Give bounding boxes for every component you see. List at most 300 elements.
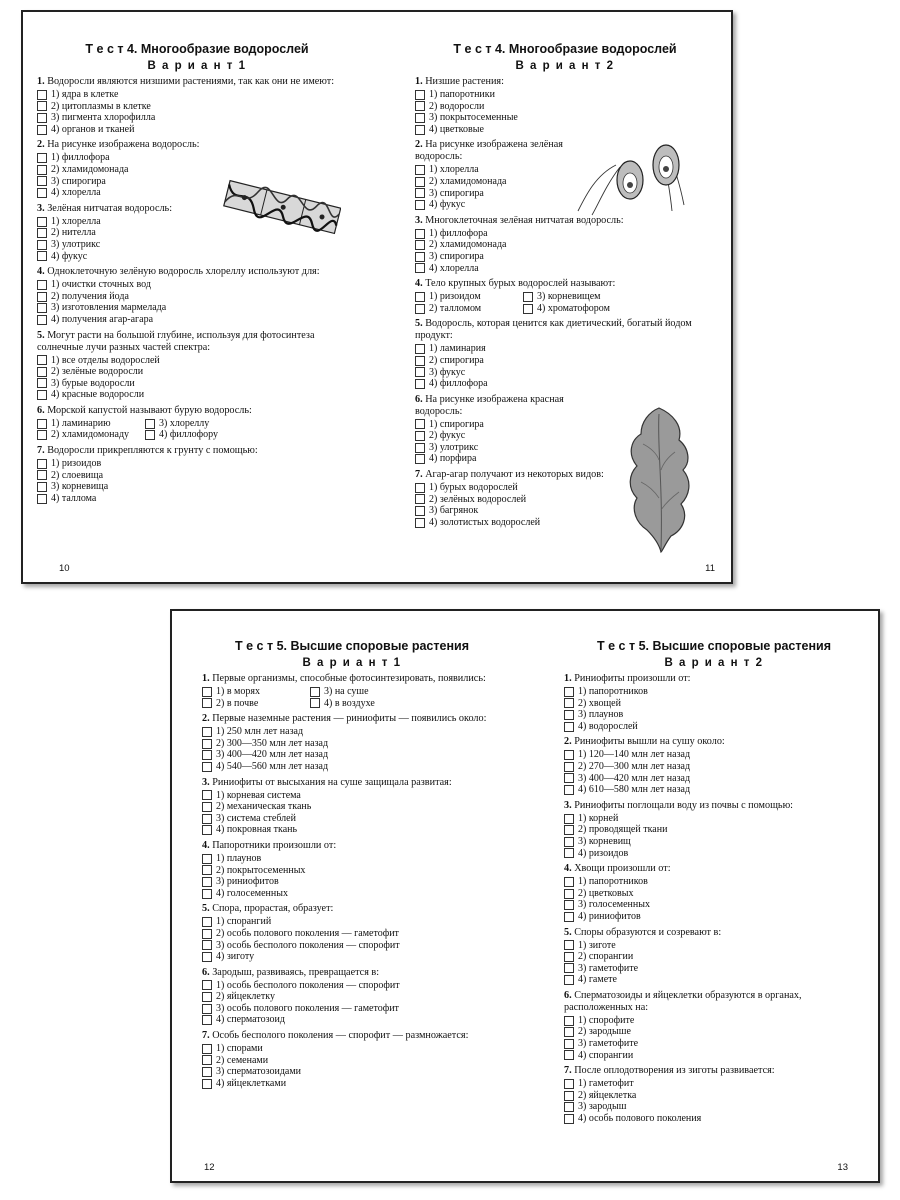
answer-option-label: 3) изготовления мармелада [51, 302, 167, 314]
question-label: Спора, прорастая, образует: [212, 903, 334, 915]
answer-option[interactable] [37, 152, 357, 164]
answer-option[interactable] [202, 876, 502, 888]
answer-checkbox[interactable] [37, 459, 47, 469]
answer-option[interactable] [202, 1055, 502, 1067]
answer-option-label: 1) особь бесполого поколения — спорофит [216, 979, 400, 991]
answer-option-label: 4) в воздухе [324, 697, 375, 709]
answer-option[interactable] [37, 89, 357, 101]
test-column [564, 639, 864, 1129]
answer-option-label: 1) ядра в клетке [51, 89, 119, 100]
answer-option[interactable] [564, 1015, 864, 1027]
question-number: 1. [37, 76, 45, 87]
answer-checkbox[interactable] [415, 379, 425, 389]
answer-checkbox[interactable] [37, 101, 47, 111]
answer-option[interactable] [37, 470, 357, 482]
answer-option[interactable] [202, 824, 502, 836]
answer-option-label: 4) сперматозоид [216, 1014, 285, 1026]
answer-checkbox[interactable] [202, 1015, 212, 1025]
answer-option[interactable] [564, 784, 864, 796]
answer-option-label: 4) зиготу [216, 951, 255, 963]
answer-option[interactable] [202, 726, 502, 738]
answer-checkbox[interactable] [415, 506, 425, 516]
answer-option[interactable] [415, 291, 517, 303]
answer-checkbox[interactable] [37, 315, 47, 325]
answer-checkbox[interactable] [415, 494, 425, 504]
question-block [564, 863, 864, 922]
page-11 [379, 12, 733, 582]
answer-option[interactable] [415, 89, 715, 101]
question-label: Риниофиты произошли от: [574, 673, 691, 684]
answer-option[interactable] [202, 865, 502, 877]
answer-checkbox[interactable] [202, 865, 212, 875]
answer-checkbox[interactable] [564, 814, 574, 824]
answer-checkbox[interactable] [37, 188, 47, 198]
answer-checkbox[interactable] [415, 177, 425, 187]
answer-option[interactable] [564, 749, 864, 761]
answer-checkbox[interactable] [202, 917, 212, 927]
answer-checkbox[interactable] [37, 367, 47, 377]
answer-checkbox[interactable] [415, 200, 425, 210]
answer-option[interactable] [564, 836, 864, 848]
question-block [37, 405, 357, 441]
answer-option[interactable] [37, 124, 357, 136]
answer-option[interactable] [564, 974, 864, 986]
question-block [37, 330, 357, 401]
answer-checkbox[interactable] [37, 430, 47, 440]
answer-checkbox[interactable] [202, 889, 212, 899]
answer-checkbox[interactable] [415, 229, 425, 239]
answer-checkbox[interactable] [202, 1044, 212, 1054]
answer-checkbox[interactable] [415, 518, 425, 528]
answer-option[interactable] [145, 429, 247, 441]
answer-checkbox[interactable] [415, 90, 425, 100]
answer-option[interactable] [202, 761, 502, 773]
answer-checkbox[interactable] [564, 722, 574, 732]
answer-option[interactable] [202, 738, 502, 750]
answer-checkbox[interactable] [415, 188, 425, 198]
answer-checkbox[interactable] [310, 687, 320, 697]
question-block [202, 713, 502, 772]
answer-checkbox[interactable] [523, 292, 533, 302]
answer-option[interactable] [523, 303, 625, 315]
question-label: Особь бесполого поколения — спорофит — размножается: [212, 1030, 469, 1042]
answer-option[interactable] [564, 686, 864, 698]
answer-checkbox[interactable] [37, 303, 47, 313]
answer-option[interactable] [415, 101, 715, 113]
answer-checkbox[interactable] [564, 1114, 574, 1124]
answer-option-label: 4) порфира [429, 453, 477, 465]
answer-option-label: 1) папоротников [578, 686, 648, 697]
question-label: Хвощи произошли от: [574, 863, 671, 875]
answer-option[interactable] [202, 790, 502, 802]
answer-option[interactable] [202, 801, 502, 813]
answer-options [202, 980, 502, 1026]
answer-option-label: 2) фукус [429, 430, 466, 442]
question-number: 5. [564, 926, 572, 938]
answer-checkbox[interactable] [37, 482, 47, 492]
answer-checkbox[interactable] [564, 912, 574, 922]
answer-option-label: 3) 400—420 млн лет назад [578, 772, 691, 784]
answer-option[interactable] [202, 698, 304, 710]
question-number: 4. [415, 278, 423, 290]
answer-option[interactable] [564, 1090, 864, 1102]
question-label: На рисунке изображена водоросль: [47, 139, 200, 151]
answer-checkbox[interactable] [564, 1102, 574, 1112]
answer-checkbox[interactable] [202, 762, 212, 772]
answer-checkbox[interactable] [37, 125, 47, 135]
answer-checkbox[interactable] [564, 773, 574, 783]
answer-option[interactable] [202, 749, 502, 761]
answer-option[interactable] [415, 303, 517, 315]
question-block [564, 990, 864, 1061]
answer-checkbox[interactable] [564, 785, 574, 795]
answer-checkbox[interactable] [415, 304, 425, 314]
answer-option[interactable] [37, 314, 357, 326]
answer-option[interactable] [415, 239, 715, 251]
answer-option[interactable] [564, 1050, 864, 1062]
answer-option[interactable] [564, 911, 864, 923]
answer-option[interactable] [37, 101, 357, 113]
answer-option-label: 1) филлофора [51, 152, 110, 164]
answer-option[interactable] [564, 940, 864, 952]
answer-checkbox[interactable] [415, 454, 425, 464]
question-number: 1. [202, 673, 210, 684]
question-text [202, 903, 502, 915]
answer-option[interactable] [37, 493, 357, 505]
answer-checkbox[interactable] [564, 1079, 574, 1089]
question-text [564, 736, 864, 748]
answer-checkbox[interactable] [415, 443, 425, 453]
answer-checkbox[interactable] [415, 240, 425, 250]
answer-checkbox[interactable] [415, 367, 425, 377]
answer-option[interactable] [415, 343, 715, 355]
answer-checkbox[interactable] [564, 877, 574, 887]
variant-heading: В а р и а н т 2 [664, 657, 764, 669]
answer-option[interactable] [37, 279, 357, 291]
question-text [564, 800, 864, 812]
question-block [37, 445, 357, 504]
answer-options [37, 89, 357, 135]
book-spread-pages-12-13 [170, 609, 880, 1183]
answer-checkbox[interactable] [564, 1016, 574, 1026]
answer-option[interactable] [202, 813, 502, 825]
answer-option-label: 2) механическая ткань [216, 801, 312, 813]
answer-checkbox[interactable] [564, 710, 574, 720]
question-text [37, 445, 357, 457]
answer-option[interactable] [202, 888, 502, 900]
answer-checkbox[interactable] [37, 280, 47, 290]
question-number: 2. [37, 139, 45, 151]
answer-option-label: 4) филлофора [429, 378, 488, 390]
answer-checkbox[interactable] [202, 687, 212, 697]
answer-option[interactable] [415, 378, 715, 390]
answer-checkbox[interactable] [415, 483, 425, 493]
question-number: 5. [37, 329, 45, 341]
answer-option-label: 2) зелёных водорослей [429, 493, 527, 505]
answer-options [202, 853, 502, 899]
answer-option-label: 2) семенами [216, 1054, 269, 1066]
answer-checkbox[interactable] [145, 419, 155, 429]
answer-checkbox[interactable] [37, 470, 47, 480]
answer-checkbox[interactable] [202, 877, 212, 887]
answer-option-label: 3) гаметофите [578, 1038, 639, 1050]
answer-option[interactable] [202, 928, 502, 940]
answer-option[interactable] [202, 1078, 502, 1090]
answer-checkbox[interactable] [37, 251, 47, 261]
answer-option[interactable] [564, 876, 864, 888]
answer-checkbox[interactable] [202, 940, 212, 950]
answer-option[interactable] [415, 228, 715, 240]
answer-checkbox[interactable] [37, 90, 47, 100]
question-text [415, 76, 715, 88]
answer-checkbox[interactable] [564, 963, 574, 973]
answer-option-label: 3) фукус [429, 366, 466, 378]
answer-option[interactable] [202, 940, 502, 952]
answer-checkbox[interactable] [37, 153, 47, 163]
answer-option[interactable] [202, 951, 502, 963]
answer-option[interactable] [310, 686, 412, 698]
answer-option[interactable] [37, 389, 357, 401]
answer-checkbox[interactable] [37, 113, 47, 123]
answer-option-label: 4) золотистых водорослей [429, 516, 541, 528]
question-text [415, 318, 715, 342]
answer-checkbox[interactable] [37, 176, 47, 186]
answer-checkbox[interactable] [202, 1067, 212, 1077]
answer-option-label: 1) спирогира [429, 418, 484, 430]
answer-option[interactable] [37, 302, 357, 314]
answer-checkbox[interactable] [202, 750, 212, 760]
answer-option-label: 1) все отделы водорослей [51, 354, 160, 366]
answer-option-label: 2) проводящей ткани [578, 824, 668, 836]
answer-checkbox[interactable] [564, 687, 574, 697]
answer-checkbox[interactable] [37, 217, 47, 227]
answer-checkbox[interactable] [202, 727, 212, 737]
answer-option[interactable] [202, 916, 502, 928]
answer-checkbox[interactable] [310, 698, 320, 708]
question-label: После оплодотворения из зиготы развивается: [574, 1065, 775, 1077]
answer-option-label: 4) получения агар-агара [51, 313, 154, 325]
answer-checkbox[interactable] [37, 165, 47, 175]
question-block [37, 266, 357, 325]
answer-option[interactable] [564, 1078, 864, 1090]
answer-options [202, 1043, 502, 1089]
answer-option[interactable] [37, 418, 139, 430]
answer-options [37, 279, 357, 325]
question-number: 6. [415, 393, 423, 405]
question-text [37, 76, 357, 88]
answer-option-label: 3) улотрикс [429, 441, 479, 453]
answer-checkbox[interactable] [202, 1004, 212, 1014]
answer-checkbox[interactable] [415, 263, 425, 273]
answer-option-label: 2) 270—300 млн лет назад [578, 760, 691, 772]
answer-checkbox[interactable] [37, 228, 47, 238]
answer-option[interactable] [564, 848, 864, 860]
answer-checkbox[interactable] [564, 940, 574, 950]
answer-checkbox[interactable] [564, 750, 574, 760]
answer-option[interactable] [564, 824, 864, 836]
answer-checkbox[interactable] [415, 292, 425, 302]
answer-option-label: 4) яйцеклетками [216, 1077, 287, 1089]
answer-checkbox[interactable] [37, 240, 47, 250]
answer-option[interactable] [202, 686, 304, 698]
answer-option[interactable] [37, 366, 357, 378]
answer-option[interactable] [37, 378, 357, 390]
answer-option-label: 4) риниофитов [578, 910, 641, 922]
question-text [564, 1065, 864, 1077]
answer-option[interactable] [202, 1003, 502, 1015]
answer-options [415, 291, 625, 314]
answer-checkbox[interactable] [415, 252, 425, 262]
question-number: 7. [37, 445, 45, 457]
answer-checkbox[interactable] [37, 390, 47, 400]
answer-checkbox[interactable] [202, 698, 212, 708]
answer-option[interactable] [564, 1101, 864, 1113]
answer-checkbox[interactable] [202, 992, 212, 1002]
answer-option[interactable] [37, 251, 357, 263]
answer-option[interactable] [564, 1026, 864, 1038]
question-block [202, 967, 502, 1026]
answer-checkbox[interactable] [415, 419, 425, 429]
answer-options [37, 418, 247, 441]
answer-checkbox[interactable] [564, 889, 574, 899]
answer-option[interactable] [564, 899, 864, 911]
answer-checkbox[interactable] [37, 494, 47, 504]
answer-option[interactable] [37, 481, 357, 493]
answer-checkbox[interactable] [415, 344, 425, 354]
answer-checkbox[interactable] [202, 952, 212, 962]
answer-checkbox[interactable] [202, 739, 212, 749]
answer-option[interactable] [523, 291, 625, 303]
answer-checkbox[interactable] [415, 431, 425, 441]
answer-option[interactable] [202, 853, 502, 865]
answer-option-label: 3) пигмента хлорофилла [51, 112, 156, 124]
answer-checkbox[interactable] [202, 814, 212, 824]
answer-option[interactable] [415, 355, 715, 367]
question-text [564, 863, 864, 875]
answer-option-label: 2) яйцеклетку [216, 991, 275, 1003]
answer-option[interactable] [37, 291, 357, 303]
answer-checkbox[interactable] [202, 802, 212, 812]
answer-option-label: 4) хлорелла [429, 262, 479, 274]
variant-heading: В а р и а н т 1 [147, 60, 247, 72]
answer-option-label: 3) спирогира [51, 175, 106, 187]
answer-checkbox[interactable] [415, 125, 425, 135]
answer-checkbox[interactable] [564, 900, 574, 910]
answer-checkbox[interactable] [145, 430, 155, 440]
answer-option[interactable] [564, 721, 864, 733]
answer-checkbox[interactable] [415, 356, 425, 366]
answer-option-label: 3) плаунов [578, 709, 624, 721]
answer-option-label: 4) гамете [578, 974, 617, 986]
answer-option[interactable] [564, 709, 864, 721]
answer-option[interactable] [310, 698, 412, 710]
answer-options [202, 916, 502, 962]
answer-option[interactable] [202, 1066, 502, 1078]
answer-checkbox[interactable] [564, 952, 574, 962]
answer-option-label: 2) покрытосеменных [216, 864, 306, 876]
question-text [37, 139, 217, 151]
answer-checkbox[interactable] [564, 698, 574, 708]
answer-options [564, 940, 864, 986]
answer-checkbox[interactable] [37, 378, 47, 388]
answer-checkbox[interactable] [37, 292, 47, 302]
answer-option[interactable] [564, 698, 864, 710]
answer-checkbox[interactable] [202, 790, 212, 800]
page-number: 10 [59, 563, 70, 574]
answer-checkbox[interactable] [37, 355, 47, 365]
answer-checkbox[interactable] [523, 304, 533, 314]
answer-checkbox[interactable] [415, 113, 425, 123]
question-label: Одноклеточную зелёную водоросль хлореллу используют для: [47, 266, 320, 278]
answer-option[interactable] [202, 1014, 502, 1026]
answer-option[interactable] [564, 761, 864, 773]
answer-checkbox[interactable] [564, 1039, 574, 1049]
question-block [37, 76, 357, 135]
answer-option[interactable] [202, 1043, 502, 1055]
answer-checkbox[interactable] [202, 854, 212, 864]
page-12 [172, 611, 528, 1181]
answer-option[interactable] [564, 888, 864, 900]
answer-checkbox[interactable] [564, 825, 574, 835]
answer-option-label: 2) получения йода [51, 290, 129, 302]
answer-option[interactable] [564, 773, 864, 785]
answer-checkbox[interactable] [202, 1079, 212, 1089]
answer-option[interactable] [415, 112, 715, 124]
question-label: Морской капустой называют бурую водоросль: [47, 404, 252, 416]
answer-option[interactable] [564, 1113, 864, 1125]
answer-checkbox[interactable] [202, 929, 212, 939]
question-text [415, 394, 575, 418]
answer-option-label: 3) гаметофите [578, 962, 639, 974]
answer-checkbox[interactable] [37, 419, 47, 429]
answer-checkbox[interactable] [202, 980, 212, 990]
answer-checkbox[interactable] [564, 848, 574, 858]
answer-checkbox[interactable] [564, 837, 574, 847]
answer-checkbox[interactable] [564, 1091, 574, 1101]
question-block [202, 840, 502, 899]
answer-option[interactable] [564, 951, 864, 963]
answer-option[interactable] [37, 112, 357, 124]
answer-checkbox[interactable] [564, 1027, 574, 1037]
answer-option[interactable] [37, 355, 357, 367]
answer-checkbox[interactable] [564, 762, 574, 772]
answer-checkbox[interactable] [564, 975, 574, 985]
answer-checkbox[interactable] [202, 1055, 212, 1065]
question-label: Агар-агар получают из некоторых видов: [425, 469, 604, 481]
answer-checkbox[interactable] [415, 101, 425, 111]
answer-option[interactable] [564, 813, 864, 825]
answer-option[interactable] [37, 458, 357, 470]
answer-option[interactable] [415, 367, 715, 379]
answer-option[interactable] [564, 963, 864, 975]
answer-option[interactable] [564, 1038, 864, 1050]
answer-option-label: 1) ризоидом [429, 291, 481, 303]
answer-option[interactable] [202, 980, 502, 992]
answer-option[interactable] [145, 418, 247, 430]
answer-checkbox[interactable] [564, 1050, 574, 1060]
answer-option[interactable] [202, 991, 502, 1003]
answer-option-label: 1) 250 млн лет назад [216, 726, 304, 738]
answer-option-label: 1) ламинария [429, 343, 486, 355]
answer-option[interactable] [415, 251, 715, 263]
answer-checkbox[interactable] [202, 825, 212, 835]
answer-checkbox[interactable] [415, 165, 425, 175]
answer-option[interactable] [415, 263, 715, 275]
answer-option-label: 1) спорангий [216, 916, 272, 928]
answer-option[interactable] [37, 429, 139, 441]
test-column [202, 639, 502, 1093]
answer-option-label: 3) улотрикс [51, 238, 101, 250]
